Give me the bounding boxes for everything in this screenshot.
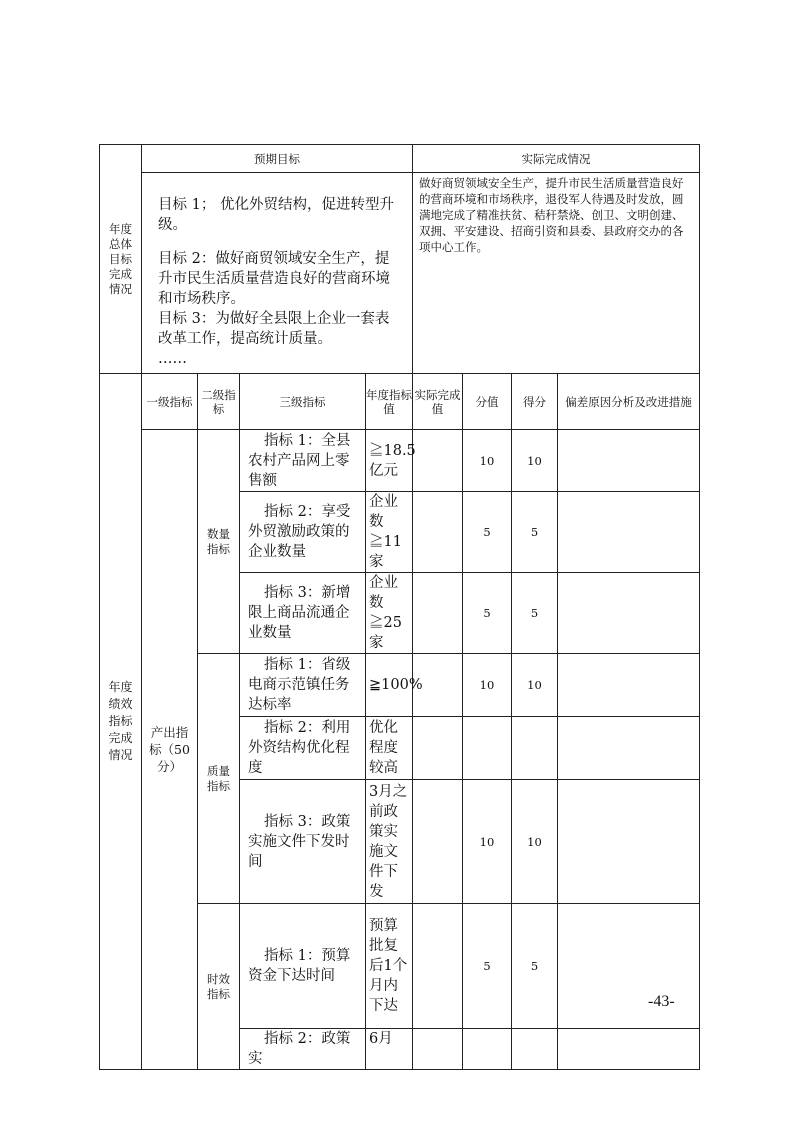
header-level2: 二级指标 bbox=[198, 374, 240, 430]
group-quality: 质量指标 bbox=[198, 654, 240, 904]
level1-output-label: 产出指标（50分） bbox=[142, 430, 198, 1070]
target-value: 3月之前政策实施文件下发 bbox=[366, 780, 413, 904]
page-number: -43- bbox=[648, 993, 675, 1010]
score: 10 bbox=[512, 654, 558, 717]
header-actual-value: 实际完成值 bbox=[413, 374, 463, 430]
actual-value bbox=[413, 573, 463, 654]
deviation bbox=[558, 654, 700, 717]
deviation bbox=[558, 1029, 700, 1070]
actual-value bbox=[413, 904, 463, 1029]
actual-value bbox=[413, 1029, 463, 1070]
actual-value bbox=[413, 430, 463, 492]
header-level1: 一级指标 bbox=[142, 374, 198, 430]
target-value: 优化程度较高 bbox=[366, 717, 413, 780]
score: 10 bbox=[512, 780, 558, 904]
deviation bbox=[558, 904, 700, 1029]
indicator-cell bbox=[240, 573, 366, 654]
target-value: ≧18.5亿元 bbox=[366, 430, 413, 492]
summary-row-label: 年度总体目标完成情况 bbox=[100, 145, 142, 374]
score-value: 5 bbox=[463, 573, 512, 654]
header-annual-value: 年度指标值 bbox=[366, 374, 413, 430]
target-value: 预算批复后1个月内下达 bbox=[366, 904, 413, 1029]
score-value: 10 bbox=[463, 654, 512, 717]
score: 5 bbox=[512, 904, 558, 1029]
score bbox=[512, 1029, 558, 1070]
header-score-value: 分值 bbox=[463, 374, 512, 430]
indicator-text: 指标 2：利用外资结构优化程度 bbox=[248, 720, 351, 776]
score: 5 bbox=[512, 492, 558, 573]
actual-completion-header: 实际完成情况 bbox=[413, 145, 700, 173]
deviation bbox=[558, 492, 700, 573]
expected-goals-header: 预期目标 bbox=[142, 145, 413, 173]
score-value: 10 bbox=[463, 780, 512, 904]
indicator-text: 指标 2：享受外贸激励政策的企业数量 bbox=[248, 504, 351, 560]
goal-2: 目标 2：做好商贸领域安全生产，提升市民生活质量营造良好的营商环境和市场秩序。 bbox=[158, 251, 390, 307]
target-value: 6月 bbox=[366, 1029, 413, 1070]
indicator-text: 指标 3：新增限上商品流通企业数量 bbox=[248, 585, 351, 641]
header-level3: 三级指标 bbox=[240, 374, 366, 430]
score: 5 bbox=[512, 573, 558, 654]
actual-value bbox=[413, 717, 463, 780]
group-quantity: 数量指标 bbox=[198, 430, 240, 654]
target-value: 企业数≧25家 bbox=[366, 573, 413, 654]
indicator-cell bbox=[240, 717, 366, 780]
indicator-text: 指标 1：全县农村产品网上零售额 bbox=[248, 432, 351, 489]
header-deviation: 偏差原因分析及改进措施 bbox=[558, 374, 700, 430]
deviation bbox=[558, 573, 700, 654]
score-value: 5 bbox=[463, 492, 512, 573]
actual-value bbox=[413, 780, 463, 904]
deviation bbox=[558, 780, 700, 904]
performance-table bbox=[99, 144, 700, 1070]
indicator-cell bbox=[240, 780, 366, 904]
header-score: 得分 bbox=[512, 374, 558, 430]
indicator-text: 指标 3：政策实施文件下发时间 bbox=[248, 813, 351, 870]
indicator-text: 指标 1：预算资金下达时间 bbox=[248, 948, 351, 984]
target-value: 企业数≧11家 bbox=[366, 492, 413, 573]
expected-goals bbox=[142, 173, 413, 374]
score-value bbox=[463, 717, 512, 780]
goal-1: 目标 1； 优化外贸结构，促进转型升级。 bbox=[158, 197, 394, 233]
indicator-cell bbox=[240, 492, 366, 573]
actual-completion-text: 做好商贸领域安全生产，提升市民生活质量营造良好的营商环境和市场秩序，退役军人待遇及时发放，圆满地完成了精准扶贫、秸秆禁烧、创卫、文明创建、双拥、平安建设、招商引资和县委、县政府交办的各项中心工作。 bbox=[413, 173, 700, 374]
score-value bbox=[463, 1029, 512, 1070]
target-value: ≧100% bbox=[366, 654, 413, 717]
goal-3: 目标 3：为做好全县限上企业一套表改革工作，提高统计质量。 bbox=[158, 311, 390, 347]
indicator-text: 指标 2：政策实 bbox=[248, 1031, 351, 1067]
score-value: 5 bbox=[463, 904, 512, 1029]
indicator-cell bbox=[240, 904, 366, 1029]
actual-value bbox=[413, 492, 463, 573]
deviation bbox=[558, 430, 700, 492]
indicator-cell bbox=[240, 1029, 366, 1070]
indicator-cell bbox=[240, 654, 366, 717]
score bbox=[512, 717, 558, 780]
performance-row-label: 年度绩效指标完成情况 bbox=[100, 374, 142, 1070]
score-value: 10 bbox=[463, 430, 512, 492]
indicator-text: 指标 1：省级电商示范镇任务达标率 bbox=[248, 657, 351, 713]
indicator-cell bbox=[240, 430, 366, 492]
score: 10 bbox=[512, 430, 558, 492]
goal-ellipsis: …… bbox=[158, 351, 187, 367]
deviation bbox=[558, 717, 700, 780]
group-timeliness: 时效指标 bbox=[198, 904, 240, 1070]
